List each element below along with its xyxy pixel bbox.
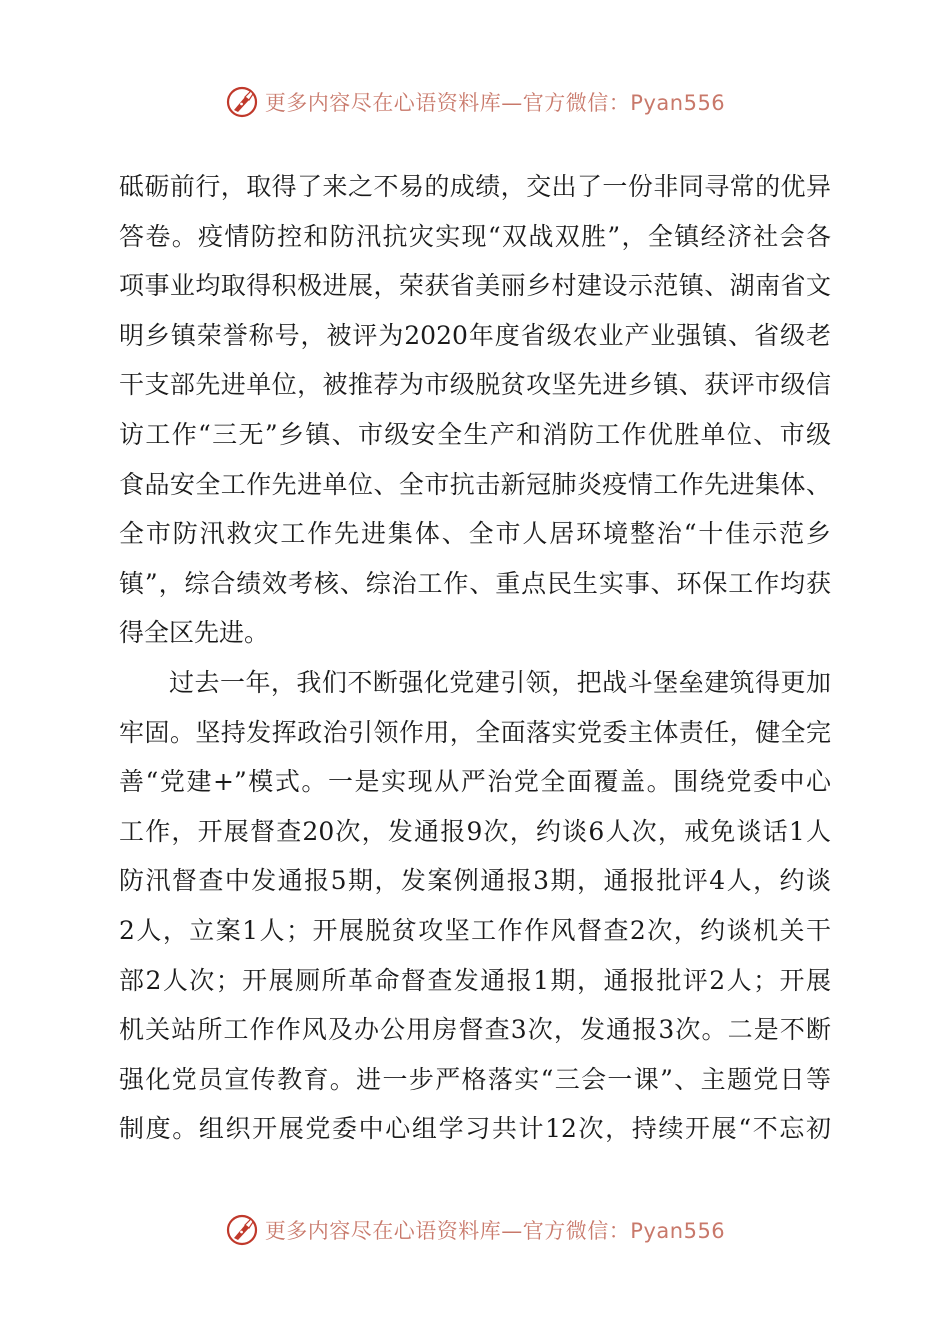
footer-banner [0, 1210, 950, 1250]
text-line: 防汛督查中发通报5期，发案例通报3期，通报批评4人，约谈 [119, 866, 831, 896]
document-body [119, 162, 831, 1154]
text-line: 访工作“三无”乡镇、市级安全生产和消防工作优胜单位、市级 [119, 419, 831, 449]
text-line: 强化党员宣传教育。进一步严格落实“三会一课”、主题党日等 [119, 1064, 831, 1094]
text-line: 镇”，综合绩效考核、综治工作、重点民生实事、环保工作均获 [119, 568, 831, 598]
text-line: 机关站所工作作风及办公用房督查3次，发通报3次。二是不断 [119, 1015, 831, 1045]
text-line: 食品安全工作先进单位、全市抗击新冠肺炎疫情工作先进集体、 [119, 469, 831, 499]
text-line: 得全区先进。 [119, 618, 270, 648]
text-line: 过去一年，我们不断强化党建引领，把战斗堡垒建筑得更加 [169, 667, 831, 697]
paragraph-1 [119, 162, 831, 658]
header-banner [0, 82, 950, 122]
text-line: 全市防汛救灾工作先进集体、全市人居环境整治“十佳示范乡 [119, 519, 831, 549]
text-line: 2人，立案1人；开展脱贫攻坚工作作风督查2次，约谈机关干 [119, 915, 831, 945]
text-line: 明乡镇荣誉称号，被评为2020年度省级农业产业强镇、省级老 [119, 320, 831, 350]
banner-text: 更多内容尽在心语资料库—官方微信：Pyan556 [264, 91, 726, 115]
text-line: 制度。组织开展党委中心组学习共计12次，持续开展“不忘初 [119, 1114, 831, 1144]
pen-nib-circle-icon [225, 1213, 259, 1247]
text-line: 干支部先进单位，被推荐为市级脱贫攻坚先进乡镇、获评市级信 [119, 370, 831, 400]
text-line: 工作，开展督查20次，发通报9次，约谈6人次，戒免谈话1人 [119, 816, 831, 846]
pen-nib-circle-icon [225, 85, 259, 119]
text-line: 部2人次；开展厕所革命督查发通报1期，通报批评2人；开展 [119, 965, 831, 995]
paragraph-2 [119, 658, 831, 1154]
text-line: 砥砺前行，取得了来之不易的成绩，交出了一份非同寻常的优异 [119, 172, 831, 201]
text-line: 善“党建+”模式。一是实现从严治党全面覆盖。围绕党委中心 [119, 767, 831, 797]
banner-text: 更多内容尽在心语资料库—官方微信：Pyan556 [264, 1219, 726, 1243]
text-line: 项事业均取得积极进展，荣获省美丽乡村建设示范镇、湖南省文 [119, 271, 831, 301]
text-line: 答卷。疫情防控和防汛抗灾实现“双战双胜”，全镇经济社会各 [119, 221, 831, 251]
text-line: 牢固。坚持发挥政治引领作用，全面落实党委主体责任，健全完 [119, 717, 831, 747]
